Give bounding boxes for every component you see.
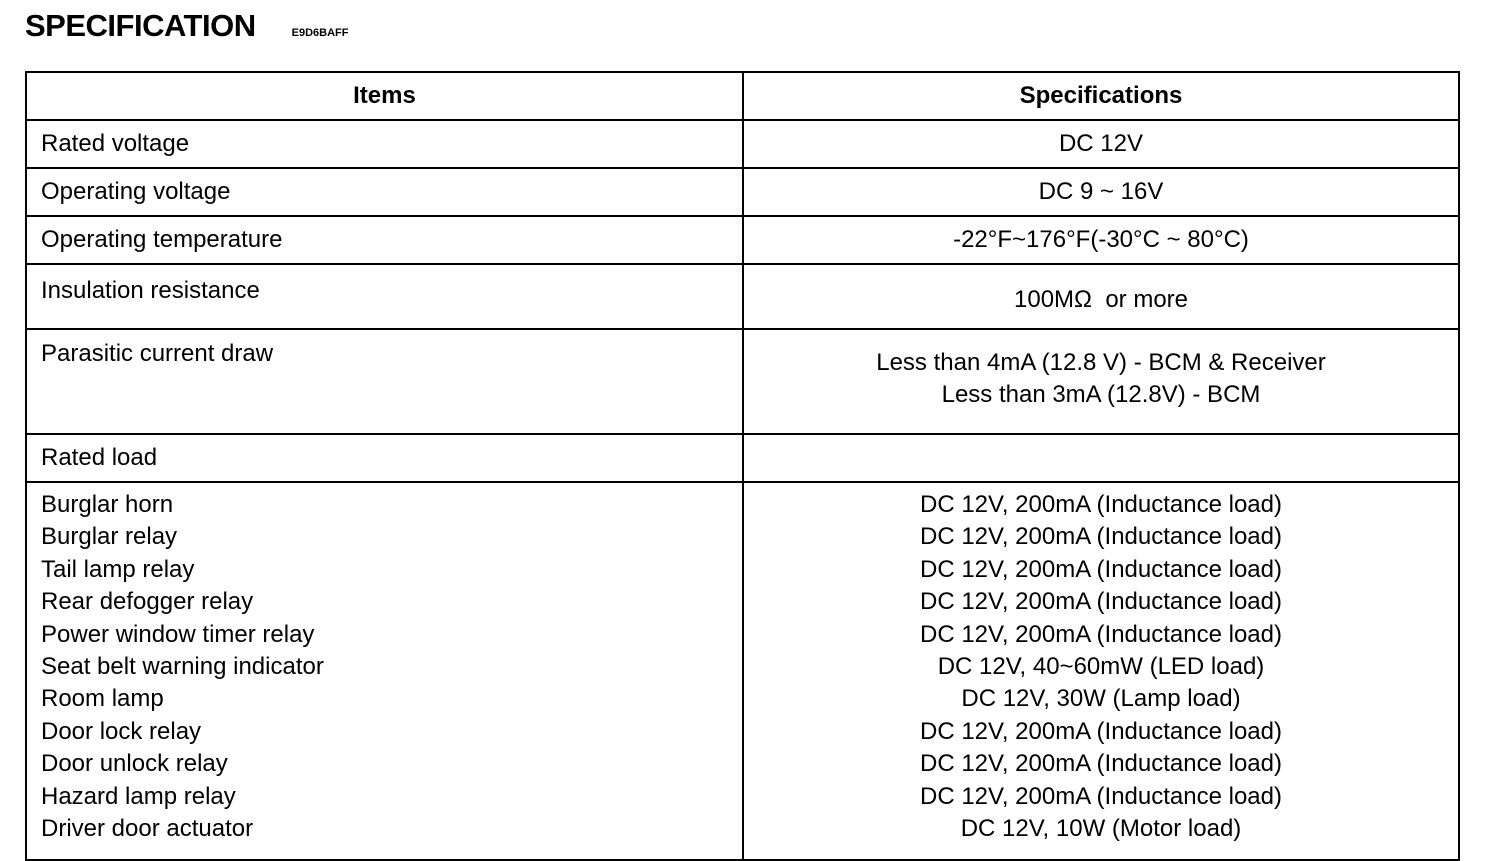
load-item: Seat belt warning indicator [41, 652, 324, 680]
table-row [26, 168, 1459, 216]
load-spec: DC 12V, 10W (Motor load) [960, 814, 1242, 842]
table-row [26, 434, 1459, 482]
load-item: Rear defogger relay [41, 588, 254, 616]
table-row [26, 329, 1459, 434]
spec-cell [743, 264, 1459, 329]
document-code: E9D6BAFF [291, 27, 349, 39]
specification-table [25, 71, 1460, 861]
spec-text: 100MΩ or more [1014, 285, 1188, 313]
load-spec: DC 12V, 30W (Lamp load) [961, 685, 1241, 713]
table-header-row [26, 72, 1459, 120]
load-item: Room lamp [41, 685, 164, 713]
table-row [26, 264, 1459, 329]
item-cell: Operating voltage [26, 168, 743, 216]
load-items-cell [26, 482, 743, 860]
load-item: Tail lamp relay [41, 555, 195, 583]
page-header [25, 8, 348, 44]
load-spec: DC 12V, 200mA (Inductance load) [919, 782, 1282, 810]
item-cell: Rated voltage [26, 120, 743, 168]
load-item: Burglar horn [41, 491, 174, 518]
load-list-row [26, 482, 1459, 860]
spec-cell: -22°F~176°F(-30°C ~ 80°C) [743, 216, 1459, 264]
load-spec: DC 12V, 200mA (Inductance load) [919, 620, 1282, 648]
load-specs-cell [743, 482, 1459, 860]
load-item: Driver door actuator [41, 814, 254, 842]
table-row [26, 120, 1459, 168]
load-spec: DC 12V, 200mA (Inductance load) [919, 523, 1282, 551]
spec-cell: DC 9 ~ 16V [743, 168, 1459, 216]
spec-line: Less than 3mA (12.8V) - BCM [941, 381, 1261, 408]
load-spec: DC 12V, 200mA (Inductance load) [919, 555, 1282, 583]
load-spec: DC 12V, 200mA (Inductance load) [919, 491, 1282, 518]
load-item: Door lock relay [41, 717, 202, 745]
table-row [26, 216, 1459, 264]
spec-cell: DC 12V [743, 120, 1459, 168]
page-title: SPECIFICATION [25, 8, 256, 43]
item-cell: Rated load [26, 434, 743, 482]
spec-cell [743, 434, 1459, 482]
load-spec: DC 12V, 40~60mW (LED load) [937, 652, 1265, 680]
item-cell: Insulation resistance [26, 264, 743, 329]
load-item: Burglar relay [41, 523, 178, 551]
item-cell: Parasitic current draw [26, 329, 743, 434]
load-item: Power window timer relay [41, 620, 315, 648]
column-header-items: Items [26, 72, 743, 120]
spec-cell [743, 329, 1459, 434]
load-spec: DC 12V, 200mA (Inductance load) [919, 588, 1282, 616]
spec-line: Less than 4mA (12.8 V) - BCM & Receiver [876, 349, 1326, 376]
item-cell: Operating temperature [26, 216, 743, 264]
load-spec: DC 12V, 200mA (Inductance load) [919, 750, 1282, 778]
load-item: Hazard lamp relay [41, 782, 236, 810]
load-item: Door unlock relay [41, 750, 228, 778]
load-spec: DC 12V, 200mA (Inductance load) [919, 717, 1282, 745]
column-header-specifications: Specifications [743, 72, 1459, 120]
